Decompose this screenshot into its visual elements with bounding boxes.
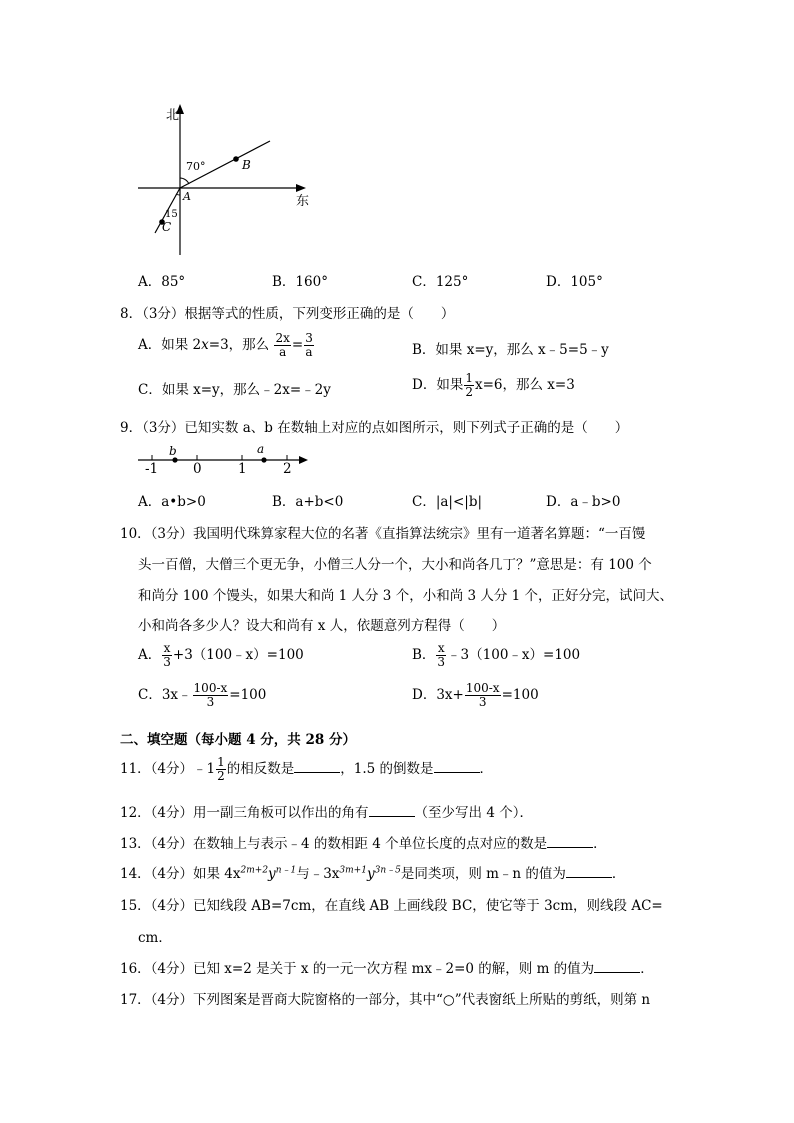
q16: 16．（4分）已知 x=2 是关于 x 的一元一次方程 mx﹣2=0 的解，则 m 的值为 ． — [120, 961, 654, 977]
q10-option-d: D．3x+ $\frac{100-x}{3}$ =100 — [412, 681, 539, 709]
compass-figure — [130, 100, 330, 270]
point-b-label: B — [242, 158, 251, 172]
angle-c-label: 15 — [165, 209, 178, 220]
north-label: 北 — [166, 108, 180, 123]
answer-blank[interactable] — [294, 760, 340, 773]
nl-label-1: 1 — [238, 461, 247, 477]
q9-stem: 9．（3分）已知实数 a、b 在数轴上对应的点如图所示，则下列式子正确的是（ ） — [120, 420, 629, 436]
q11: 11．（4分）﹣1 $\frac{1}{2}$ 的相反数是 ，1.5 的倒数是 ． — [120, 755, 494, 783]
nl-label-m1: -1 — [145, 461, 159, 477]
answer-blank[interactable] — [434, 760, 480, 773]
nl-point-b: b — [169, 444, 177, 458]
q7-option-b: B．160° — [272, 274, 328, 290]
section-title: 二、填空题（每小题 4 分，共 28 分） — [120, 732, 356, 748]
q9-option-b: B．a+b<0 — [272, 494, 344, 510]
answer-blank[interactable] — [369, 804, 415, 817]
angle-label: 70° — [186, 160, 206, 173]
nl-point-a: a — [257, 442, 265, 456]
q7-option-d: D．105° — [546, 274, 603, 290]
east-label: 东 — [296, 194, 310, 209]
q14: 14．（4分）如果 $4x^{2m+2}y^{n﹣1}$与$﹣3x^{3m+1}y^{3n﹣5}$是同类项，则 m﹣n 的值为 ． — [120, 865, 626, 882]
fraction: $\frac{100-x}{3}$ — [465, 681, 500, 709]
q10-option-a: A． $\frac{x}{3}$ +3（100﹣x）=100 — [138, 641, 304, 669]
q15-line2: cm． — [138, 930, 172, 946]
point-b-marker — [233, 156, 239, 162]
q12: 12．（4分）用一副三角板可以作出的角有 （至少写出 4 个）． — [120, 805, 533, 821]
point-a-dot — [261, 457, 266, 462]
q17-line1: 17．（4分）下列图案是晋商大院窗格的一部分，其中“○”代表窗纸上所贴的剪纸，则第 n — [120, 992, 651, 1008]
q10-line2: 头一百僧，大僧三个更无争，小僧三人分一个，大小和尚各几丁？”意思是：有 100 个 — [138, 557, 652, 573]
fraction: $\frac{2x}{a}$ — [275, 331, 290, 359]
q9-option-a: A．a•b>0 — [138, 494, 206, 510]
q8-stem: 8．（3分）根据等式的性质，下列变形正确的是（ ） — [120, 306, 455, 322]
q8-option-d: D．如果 $\frac{1}{2}$ x=6，那么 x=3 — [412, 371, 575, 399]
q8-option-b: B．如果 x=y，那么 x﹣5=5﹣y — [412, 342, 609, 358]
q10-option-b: B． $\frac{x}{3}$ ﹣3（100﹣x）=100 — [412, 641, 581, 669]
q7-option-a: A．85° — [138, 274, 186, 290]
answer-blank[interactable] — [566, 865, 612, 878]
answer-blank[interactable] — [594, 960, 640, 973]
q7-option-c: C．125° — [412, 274, 469, 290]
point-b-dot — [172, 457, 177, 462]
q8-option-a: A．如果 2x=3，那么 $\frac{2x}{a}$ = $\frac{3}{a}$ — [138, 331, 313, 359]
point-a-label: A — [183, 190, 191, 203]
answer-blank[interactable] — [547, 835, 593, 848]
point-c-label: C — [162, 220, 172, 234]
fraction: $\frac{3}{a}$ — [305, 331, 313, 359]
q10-line3: 和尚分 100 个馒头，如果大和尚 1 人分 3 个，小和尚 3 人分 1 个，正好分完，试问大、 — [138, 588, 674, 604]
q9-option-c: C．|a|<|b| — [412, 494, 483, 510]
fraction: $\frac{x}{3}$ — [437, 641, 446, 669]
q9-option-d: D．a﹣b>0 — [546, 494, 621, 510]
q15-line1: 15．（4分）已知线段 AB=7cm，在直线 AB 上画线段 BC，使它等于 3cm，则线段 AC= — [120, 898, 663, 914]
q10-option-c: C．3x﹣ $\frac{100-x}{3}$ =100 — [138, 681, 267, 709]
nl-label-2: 2 — [283, 461, 292, 477]
fraction: $\frac{1}{2}$ — [465, 371, 473, 399]
q13: 13．（4分）在数轴上与表示﹣4 的数相距 4 个单位长度的点对应的数是 ． — [120, 836, 607, 852]
q10-line4: 小和尚各多少人？设大和尚有 x 人，依题意列方程得（ ） — [138, 618, 506, 634]
q8-option-c: C．如果 x=y，那么﹣2x=﹣2y — [138, 382, 331, 398]
nl-label-0: 0 — [193, 461, 202, 477]
fraction: $\frac{1}{2}$ — [217, 755, 225, 783]
fraction: $\frac{x}{3}$ — [163, 641, 171, 669]
q10-line1: 10．（3分）我国明代珠算家程大位的名著《直指算法统宗》里有一道著名算题：“一百馒 — [120, 526, 646, 542]
fraction: $\frac{100-x}{3}$ — [193, 681, 228, 709]
